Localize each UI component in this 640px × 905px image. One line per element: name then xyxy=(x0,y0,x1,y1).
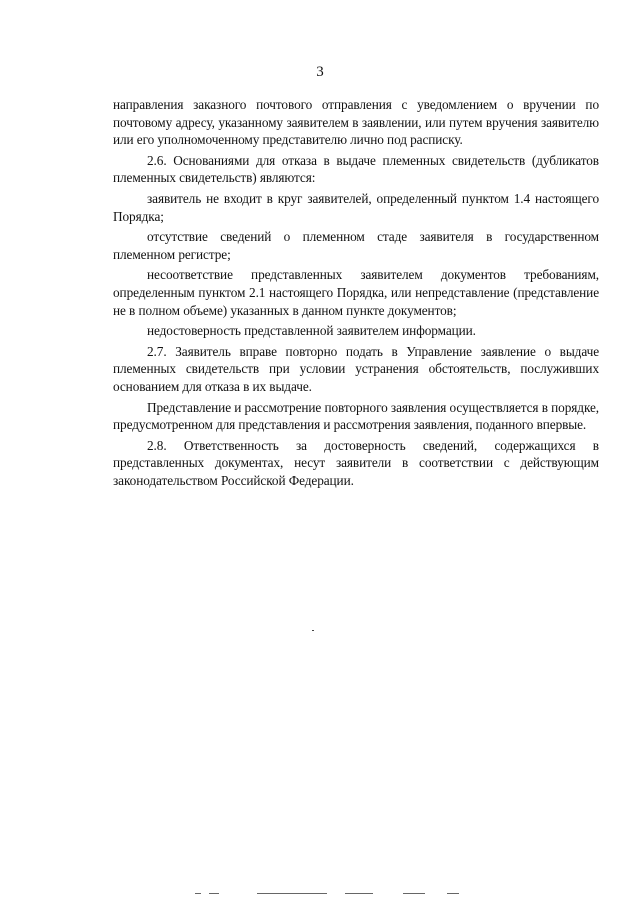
paragraph-refusal-reason-4: недостоверность представленной заявителем информации. xyxy=(147,323,476,339)
paragraph-refusal-reason-2: отсутствие сведений о племенном стаде заявителя в государственном племенном регистре; xyxy=(113,229,599,262)
paragraph-2-7: 2.7. Заявитель вправе повторно подать в Управление заявление о выдаче племенных свидетельств при условии устранения обстоятельств, послуживших основанием для отказа в их выдаче. xyxy=(113,343,599,394)
paragraph-2-8: 2.8. Ответственность за достоверность сведений, содержащихся в представленных документах, несут заявители в соответствии с действующим законодательством Российской Федерации. xyxy=(113,437,599,488)
document-body xyxy=(113,96,599,492)
scan-bottom-artifacts xyxy=(195,893,495,896)
paragraph-refusal-reason-1: заявитель не входит в круг заявителей, определенный пунктом 1.4 настоящего Порядка; xyxy=(113,190,599,224)
paragraph-continuation: направления заказного почтового отправления с уведомлением о вручении по почтовому адресу, указанному заявителем в заявлении, или путем вручения заявителю или его уполномоченному представителю лично под расписку. xyxy=(113,97,599,148)
page-number: 3 xyxy=(316,64,324,80)
paragraph-2-6: 2.6. Основаниями для отказа в выдаче племенных свидетельств (дубликатов племенных свидетельств) являются: xyxy=(113,152,599,186)
paragraph-repeat-application: Представление и рассмотрение повторного заявления осуществляется в порядке, предусмотренном для представления и рассмотрения заявления, поданного впервые. xyxy=(113,399,599,433)
paragraph-refusal-reason-3: несоответствие представленных заявителем документов требованиям, определенным пунктом 2.1 настоящего Порядка, или непредставление (представление не в полном объеме) указанных в данном пункте документов; xyxy=(113,267,599,318)
scan-speck xyxy=(312,630,314,631)
